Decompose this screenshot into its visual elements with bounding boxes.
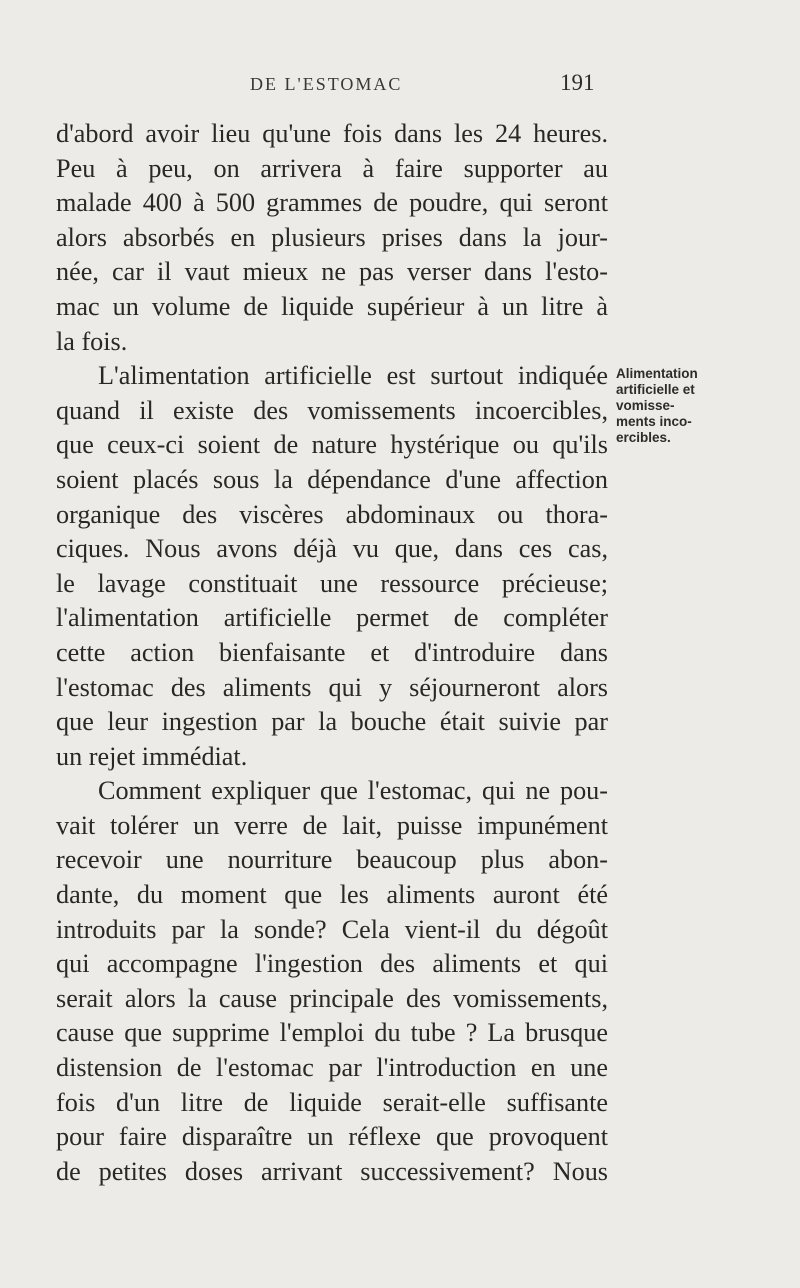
text-line: cause que supprime l'emploi du tube ? La brusque bbox=[56, 1018, 608, 1048]
text-line: que ceux-ci soient de nature hystérique ou qu'ils bbox=[56, 430, 608, 460]
text-line: introduits par la sonde? Cela vient-il du dégoût bbox=[56, 914, 608, 944]
running-head: DE L'ESTOMAC bbox=[250, 74, 403, 94]
text-line: organique des viscères abdominaux ou thora- bbox=[56, 499, 608, 529]
text-line: quand il existe des vomissements incoercibles, bbox=[56, 395, 608, 425]
body-text bbox=[56, 117, 608, 1189]
text-line: soient placés sous la dépendance d'une affection bbox=[56, 464, 608, 494]
text-line: Comment expliquer que l'estomac, qui ne pou- bbox=[98, 776, 608, 806]
text-line: ciques. Nous avons déjà vu que, dans ces cas, bbox=[56, 534, 608, 564]
margin-note-line: ments inco- bbox=[616, 414, 692, 429]
text-line: le lavage constituait une ressource précieuse; bbox=[56, 568, 608, 598]
text-line: qui accompagne l'ingestion des aliments et qui bbox=[56, 949, 608, 979]
text-line: alors absorbés en plusieurs prises dans la jour- bbox=[56, 222, 608, 252]
text-line: que leur ingestion par la bouche était suivie par bbox=[56, 707, 608, 737]
text-line: Peu à peu, on arrivera à faire supporter au bbox=[56, 153, 608, 183]
margin-note-line: Alimentation bbox=[616, 366, 698, 381]
text-line: la fois. bbox=[56, 326, 128, 356]
text-line: serait alors la cause principale des vomissements, bbox=[56, 983, 608, 1013]
text-line: un rejet immédiat. bbox=[56, 741, 248, 771]
text-line: l'alimentation artificielle permet de compléter bbox=[56, 603, 608, 633]
text-line: l'estomac des aliments qui y séjourneront alors bbox=[56, 672, 608, 702]
page-number: 191 bbox=[560, 70, 595, 95]
text-line: recevoir une nourriture beaucoup plus abon- bbox=[56, 845, 608, 875]
margin-note-line: vomisse- bbox=[616, 398, 675, 413]
text-line: de petites doses arrivant successivement? Nous bbox=[56, 1156, 608, 1186]
text-line: d'abord avoir lieu qu'une fois dans les 24 heures. bbox=[56, 119, 608, 148]
text-line: distension de l'estomac par l'introduction en une bbox=[56, 1053, 608, 1083]
margin-note bbox=[616, 366, 698, 446]
text-line: vait tolérer un verre de lait, puisse impunément bbox=[56, 810, 608, 840]
text-line: née, car il vaut mieux ne pas verser dans l'esto- bbox=[56, 257, 608, 287]
text-line: cette action bienfaisante et d'introduire dans bbox=[56, 637, 608, 667]
text-line: malade 400 à 500 grammes de poudre, qui seront bbox=[56, 188, 608, 218]
text-line: dante, du moment que les aliments auront été bbox=[56, 880, 608, 910]
text-line: L'alimentation artificielle est surtout indiquée bbox=[98, 361, 608, 391]
text-line: mac un volume de liquide supérieur à un litre à bbox=[56, 291, 608, 321]
margin-note-line: ercibles. bbox=[616, 430, 671, 445]
margin-note-line: artificielle et bbox=[616, 382, 695, 397]
text-line: fois d'un litre de liquide serait-elle suffisante bbox=[56, 1087, 608, 1117]
text-line: pour faire disparaître un réflexe que provoquent bbox=[56, 1122, 608, 1152]
